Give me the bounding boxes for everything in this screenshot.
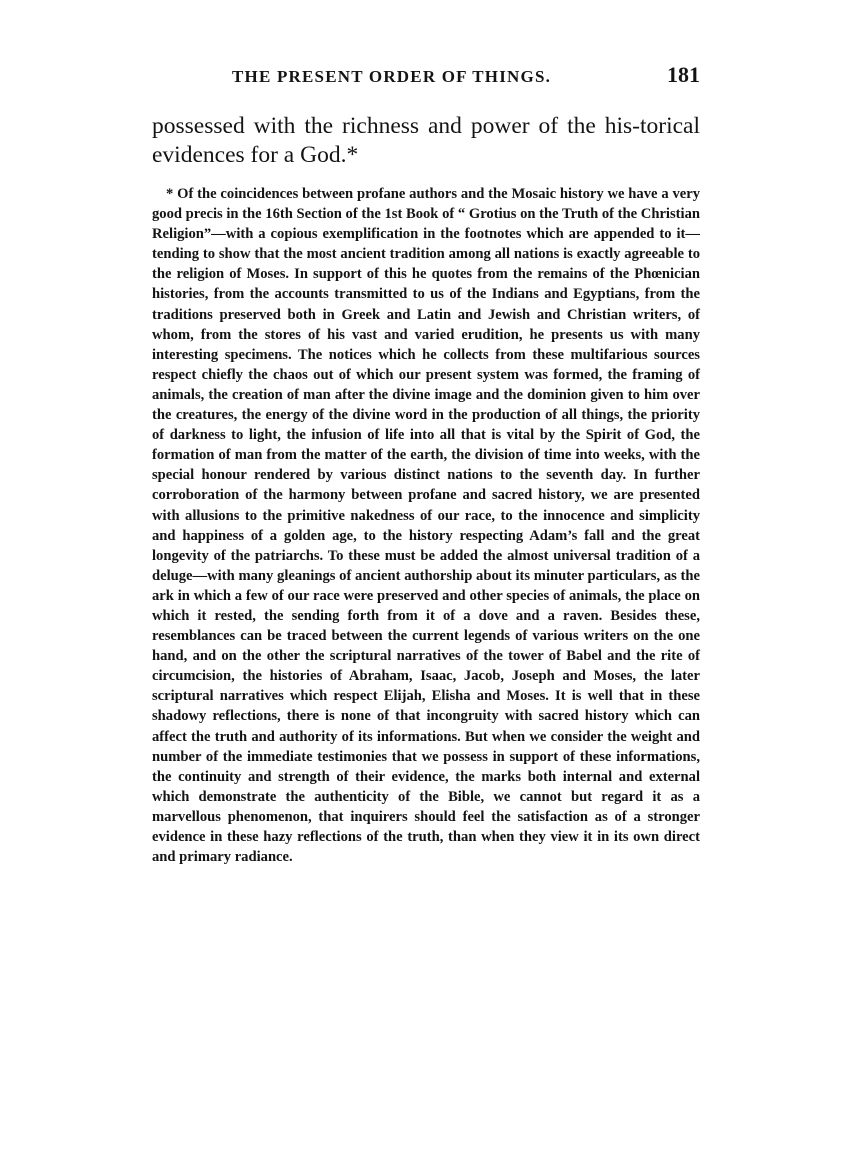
footnote: * Of the coincidences between profane authors and the Mosaic history we have a very good precis in the 16th Section of the 1st Book of “ Grotius on the Truth of the Christian Religion”—with a copious exemplification in the footnotes which are appended to it—tending to show that the most ancient tradition among all nations is exactly agreeable to the religion of Moses. In support of this he quotes from the remains of the Phœnician histories, from the accounts transmitted to us of the Indians and Egyptians, from the traditions preserved both in Greek and Latin and Jewish and Christian writers, of whom, from the stores of his vast and varied erudition, he presents us with many interesting specimens. The notices which he collects from these multifarious sources respect chiefly the chaos out of which our present system was formed, the framing of animals, the creation of man after the divine image and the dominion given to him over the creatures, the energy of the divine word in the production of all things, the priority of darkness to light, the infusion of life into all that is vital by the Spirit of God, the formation of man from the matter of the earth, the division of time into weeks, with the special honour rendered by various distinct nations to the seventh day. In further corroboration of the harmony between profane and sacred history, we are presented with allusions to the primitive nakedness of our race, to the innocence and simplicity and happiness of a golden age, to the history respecting Adam’s fall and the great longevity of the patriarchs. To these must be added the almost universal tradition of a deluge—with many gleanings of ancient authorship about its minuter particulars, as the ark in which a few of our race were preserved and other species of animals, the place on which it rested, the sending forth from it of a dove and a raven. Besides these, resemblances can be traced between the current legends of various writers on the one hand, and on the other the scriptural narratives of the tower of Babel and the rite of circumcision, the histories of Abraham, Isaac, Jacob, Joseph and Moses, the later scriptural narratives which respect Elijah, Elisha and Moses. It is well that in these shadowy reflections, there is none of that incongruity with sacred history which can affect the truth and authority of its informations. But when we consider the weight and number of the immediate testimonies that we possess in support of these informations, the continuity and strength of their evidence, the marks both internal and external which demonstrate the authenticity of the Bible, we cannot but regard it as a marvellous phenomenon, that inquirers should feel the satisfaction as of a stronger evidence in these hazy reflections of the truth, than when they view it in its own direct and primary radiance.	[152, 186, 700, 866]
main-text: possessed with the richness and power of the his-torical evidences for a God.*	[152, 113, 700, 168]
page-number: 181	[667, 62, 700, 87]
running-head	[232, 62, 700, 92]
running-title: THE PRESENT ORDER OF THINGS.	[232, 67, 552, 86]
book-page	[152, 62, 700, 867]
